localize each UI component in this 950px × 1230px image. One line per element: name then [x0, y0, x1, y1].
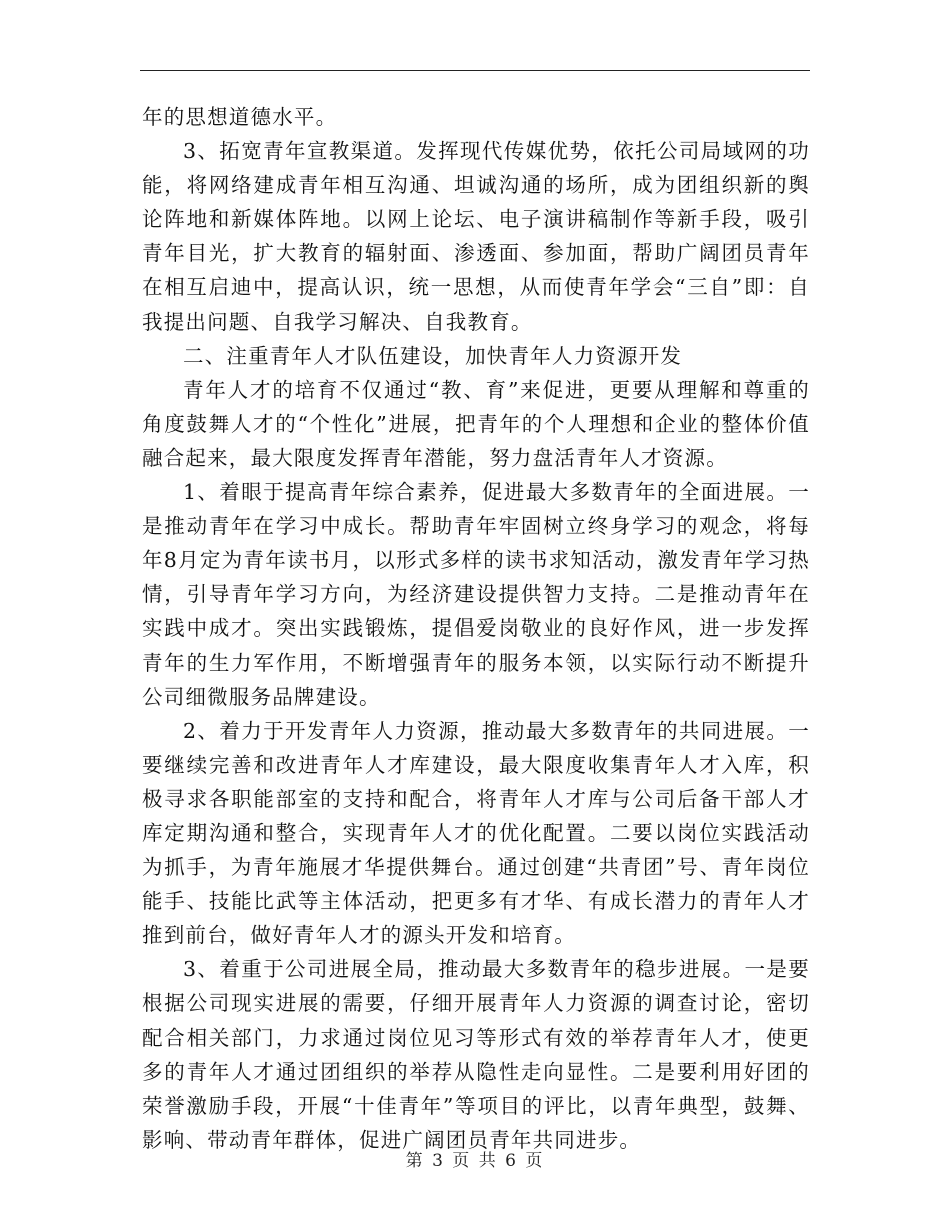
document-body [142, 100, 810, 1157]
paragraph-broaden-channels: 3、拓宽青年宣教渠道。发挥现代传媒优势，依托公司局域网的功能，将网络建成青年相互沟通、坦诚沟通的场所，成为团组织新的舆论阵地和新媒体阵地。以网上论坛、电子演讲稿制作等新手段，吸引青年目光，扩大教育的辐射面、渗透面、参加面，帮助广阔团员青年在相互启迪中，提高认识，统一思想，从而使青年学会“三自”即：自我提出问题、自我学习解决、自我教育。 [142, 139, 810, 334]
header-divider [140, 70, 810, 71]
paragraph-continuation: 年的思想道德水平。 [142, 105, 338, 129]
paragraph-item-3: 3、着重于公司进展全局，推动最大多数青年的稳步进展。一是要根据公司现实进展的需要，仔细开展青年人力资源的调查讨论，密切配合相关部门，力求通过岗位见习等形式有效的举荐青年人才，使更多的青年人才通过团组织的举荐从隐性走向显性。二是要利用好团的荣誉激励手段，开展“十佳青年”等项目的评比，以青年典型，鼓舞、影响、带动青年群体，促进广阔团员青年共同进步。 [142, 957, 810, 1152]
page-number-footer: 第 3 页 共 6 页 [405, 1151, 545, 1171]
section-heading-talent: 二、注重青年人才队伍建设，加快青年人力资源开发 [183, 343, 683, 368]
paragraph-item-2: 2、着力于开发青年人力资源，推动最大多数青年的共同进展。一要继续完善和改进青年人才库建设，最大限度收集青年人才入库，积极寻求各职能部室的支持和配合，将青年人才库与公司后备干部人才库定期沟通和整合，实现青年人才的优化配置。二要以岗位实践活动为抓手，为青年施展才华提供舞台。通过创建“共青团”号、青年岗位能手、技能比武等主体活动，把更多有才华、有成长潜力的青年人才推到前台，做好青年人才的源头开发和培育。 [142, 718, 810, 948]
paragraph-talent-intro: 青年人才的培育不仅通过“教、育”来促进，更要从理解和尊重的角度鼓舞人才的“个性化”进展，把青年的个人理想和企业的整体价值融合起来，最大限度发挥青年潜能，努力盘活青年人才资源。 [142, 377, 810, 470]
paragraph-item-1: 1、着眼于提高青年综合素养，促进最大多数青年的全面进展。一是推动青年在学习中成长。帮助青年牢固树立终身学习的观念，将每年8月定为青年读书月，以形式多样的读书求知活动，激发青年学习热情，引导青年学习方向，为经济建设提供智力支持。二是推动青年在实践中成才。突出实践锻炼，提倡爱岗敬业的良好作风，进一步发挥青年的生力军作用，不断增强青年的服务本领，以实际行动不断提升公司细微服务品牌建设。 [142, 480, 810, 709]
